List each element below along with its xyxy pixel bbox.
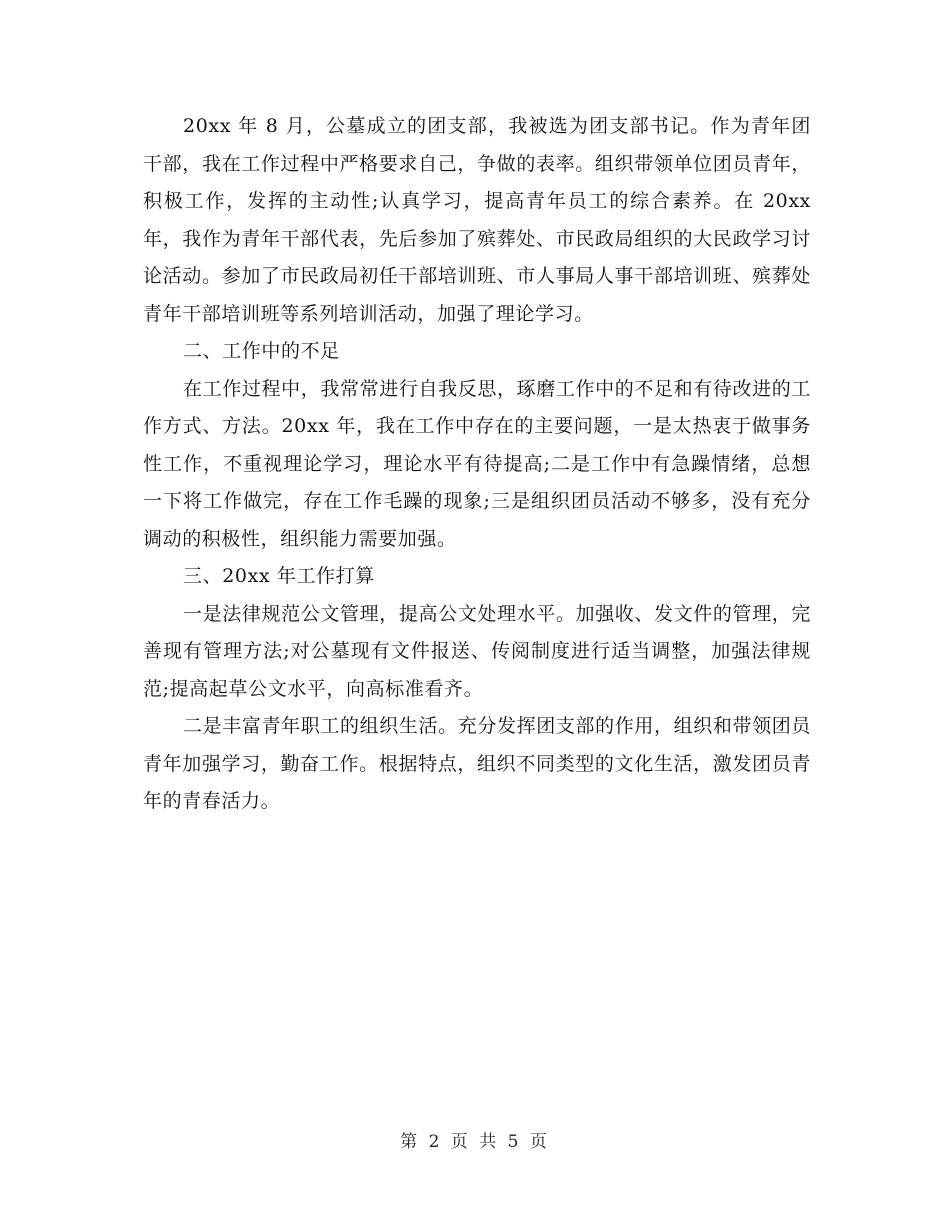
paragraph-plan-two: 二是丰富青年职工的组织生活。充分发挥团支部的作用，组织和带领团员青年加强学习，勤奋工作。根据特点，组织不同类型的文化生活，激发团员青年的青春活力。 <box>143 715 811 812</box>
section-heading-plans: 三、20xx 年工作打算 <box>183 565 375 587</box>
section-heading-shortcomings: 二、工作中的不足 <box>183 340 340 362</box>
page-number-footer: 第 2 页 共 5 页 <box>400 1132 550 1152</box>
paragraph-shortcomings: 在工作过程中，我常常进行自我反思，琢磨工作中的不足和有待改进的工作方式、方法。20xx 年，我在工作中存在的主要问题，一是太热衷于做事务性工作，不重视理论学习，理论水平有待提高;二是工作中有急躁情绪，总想一下将工作做完，存在工作毛躁的现象;三是组织团员活动不够多，没有充分调动的积极性，组织能力需要加强。 <box>143 377 811 550</box>
paragraph-plan-one: 一是法律规范公文管理，提高公文处理水平。加强收、发文件的管理，完善现有管理方法;对公墓现有文件报送、传阅制度进行适当调整，加强法律规范;提高起草公文水平，向高标准看齐。 <box>143 602 811 700</box>
paragraph-youth-league-work: 20xx 年 8 月，公墓成立的团支部，我被选为团支部书记。作为青年团干部，我在工作过程中严格要求自己，争做的表率。组织带领单位团员青年，积极工作，发挥的主动性;认真学习，提高青年员工的综合素养。在 20xx 年，我作为青年干部代表，先后参加了殡葬处、市民政局组织的大民政学习讨论活动。参加了市民政局初任干部培训班、市人事局人事干部培训班、殡葬处青年干部培训班等系列培训活动，加强了理论学习。 <box>143 115 811 325</box>
document-body <box>143 108 811 821</box>
